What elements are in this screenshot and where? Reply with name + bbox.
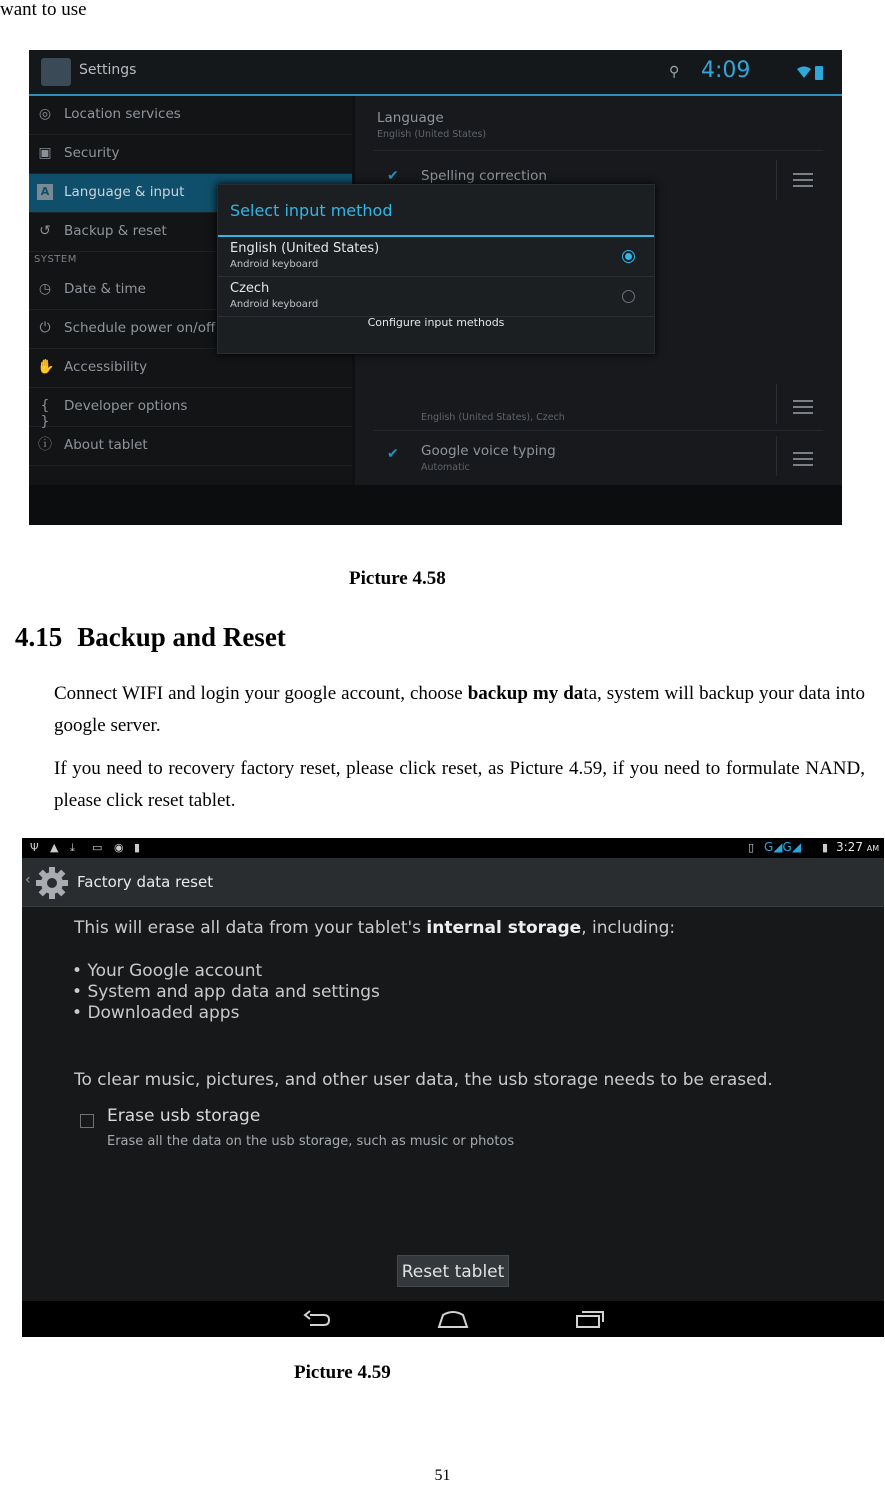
settings-item-accessibility[interactable] — [29, 349, 352, 388]
spelling-check-icon[interactable]: ✔ — [387, 168, 399, 184]
erase-usb-checkbox[interactable] — [80, 1114, 94, 1128]
settings-item-developer[interactable] — [29, 388, 352, 430]
settings-item-label: Schedule power on/off — [64, 320, 216, 336]
system-section-header: SYSTEM — [34, 254, 77, 265]
status-bar — [22, 838, 884, 858]
bullet-item: • Your Google account — [72, 961, 263, 981]
settings-item-label: Accessibility — [64, 359, 148, 375]
home-nav-icon[interactable] — [437, 1307, 469, 1331]
para1-text-a: Connect WIFI and login your google account, choose — [54, 683, 468, 704]
spelling-correction-label[interactable]: Spelling correction — [421, 168, 547, 184]
voice-check-icon[interactable]: ✔ — [387, 446, 399, 462]
bullet-text: Your Google account — [87, 961, 263, 981]
tune-settings-icon[interactable] — [793, 398, 813, 416]
settings-item-location[interactable] — [29, 96, 352, 135]
recent-apps-nav-icon[interactable] — [574, 1307, 606, 1331]
heading-title: Backup and Reset — [77, 622, 286, 652]
clear-usb-text: To clear music, pictures, and other user data, the usb storage needs to be erased. — [74, 1070, 773, 1090]
battery-icon: ▮ — [822, 841, 829, 854]
erase-intro-text — [74, 918, 675, 938]
heading-number: 4.15 — [15, 622, 63, 652]
radio-selected-icon[interactable] — [622, 250, 635, 263]
settings-item-label: Developer options — [64, 398, 188, 414]
erase-usb-subtitle: Erase all the data on the usb storage, such as music or photos — [107, 1134, 515, 1149]
divider — [776, 384, 777, 424]
settings-item-label: Location services — [64, 106, 181, 122]
dialog-title: Select input method — [230, 201, 393, 220]
factory-reset-screenshot — [22, 838, 884, 1337]
backup-icon: ↺ — [39, 223, 51, 239]
top-line-text: want to use — [0, 0, 87, 20]
navigation-bar — [22, 1301, 884, 1337]
clock-ampm: AM — [866, 844, 880, 853]
intro-text-b: , including: — [581, 918, 676, 938]
tune-settings-icon[interactable] — [793, 171, 813, 189]
option-subtitle: Android keyboard — [230, 299, 319, 310]
language-title[interactable]: Language — [377, 110, 444, 126]
status-clock — [836, 840, 879, 854]
screen-icon: ▭ — [92, 841, 103, 854]
option-title: Czech — [230, 281, 270, 296]
settings-item-label: Security — [64, 145, 120, 161]
info-icon: ⓘ — [38, 437, 52, 453]
section-heading — [15, 620, 286, 654]
divider — [373, 150, 823, 151]
status-clock: 4:09 — [701, 58, 751, 83]
settings-bottom-bar — [29, 485, 842, 525]
clock-icon: ◷ — [38, 281, 52, 297]
settings-item-security[interactable] — [29, 135, 352, 174]
clock-time: 3:27 — [836, 840, 863, 854]
factory-reset-title: Factory data reset — [77, 873, 214, 891]
battery-icon — [815, 66, 823, 80]
bluetooth-icon: ▯ — [748, 841, 755, 854]
wifi-icon — [797, 66, 811, 78]
radio-unselected-icon[interactable] — [622, 290, 635, 303]
para1-text-b: ta, system will backup your data into google server. — [54, 683, 865, 736]
google-voice-typing-label[interactable]: Google voice typing — [421, 443, 556, 459]
language-subtitle: English (United States) — [377, 129, 487, 140]
bullet-text: System and app data and settings — [87, 982, 380, 1002]
input-method-option-english[interactable] — [218, 237, 654, 277]
settings-item-label: Backup & reset — [64, 223, 167, 239]
paragraph-backup — [54, 678, 865, 742]
settings-item-label: Language & input — [64, 184, 185, 200]
braces-icon: { } — [40, 398, 50, 430]
usb-icon: ⚲ — [669, 64, 680, 80]
bullet-item: • System and app data and settings — [72, 982, 380, 1002]
signal-icon: G◢G◢ — [764, 840, 802, 854]
bullet-text: Downloaded apps — [87, 1003, 240, 1023]
erase-usb-title[interactable]: Erase usb storage — [107, 1106, 261, 1126]
input-method-option-czech[interactable] — [218, 277, 654, 317]
settings-screenshot — [29, 50, 842, 525]
factory-reset-action-bar — [22, 858, 884, 907]
intro-bold-text: internal storage — [426, 918, 582, 938]
android-keyboard-subtitle: English (United States), Czech — [421, 412, 565, 423]
lock-icon: ▣ — [38, 145, 52, 161]
bullet-item: • Downloaded apps — [72, 1003, 240, 1023]
caption-picture-4-58: Picture 4.58 — [349, 568, 446, 589]
sd-card-icon: ▮ — [134, 841, 141, 854]
tune-settings-icon[interactable] — [793, 450, 813, 468]
hand-icon: ✋ — [37, 359, 55, 375]
notification-icon: ▲ — [50, 841, 59, 854]
settings-app-icon — [41, 58, 71, 86]
download-icon: ⤓ — [70, 841, 75, 854]
settings-title: Settings — [79, 62, 137, 78]
back-nav-icon[interactable] — [302, 1307, 334, 1331]
configure-input-methods-button[interactable]: Configure input methods — [367, 316, 505, 329]
language-icon: A — [37, 184, 53, 200]
paragraph-reset: If you need to recovery factory reset, please click reset, as Picture 4.59, if you need to formulate NAND, please click reset tablet. — [54, 758, 865, 811]
back-chevron-icon[interactable]: ‹ — [25, 872, 31, 888]
settings-action-bar — [29, 50, 842, 96]
settings-item-label: Date & time — [64, 281, 146, 297]
usb-icon: Ψ — [30, 841, 39, 854]
location-icon: ◎ — [38, 106, 52, 122]
reset-tablet-button[interactable]: Reset tablet — [397, 1255, 509, 1287]
divider — [776, 436, 777, 476]
option-subtitle: Android keyboard — [230, 259, 319, 270]
page-number: 51 — [434, 1467, 451, 1484]
android-icon: ◉ — [114, 841, 124, 854]
para1-bold-text: backup my da — [467, 683, 584, 704]
caption-picture-4-59: Picture 4.59 — [294, 1362, 391, 1383]
intro-text-a: This will erase all data from your tablet's — [74, 918, 427, 938]
divider — [373, 430, 823, 431]
voice-typing-subtitle: Automatic — [421, 462, 470, 473]
settings-item-label: About tablet — [64, 437, 148, 453]
gear-icon[interactable] — [35, 866, 69, 900]
settings-item-about[interactable] — [29, 427, 352, 466]
option-title: English (United States) — [230, 241, 380, 256]
divider — [776, 160, 777, 200]
select-input-method-dialog — [217, 184, 655, 354]
power-icon: ⏻ — [39, 320, 51, 336]
